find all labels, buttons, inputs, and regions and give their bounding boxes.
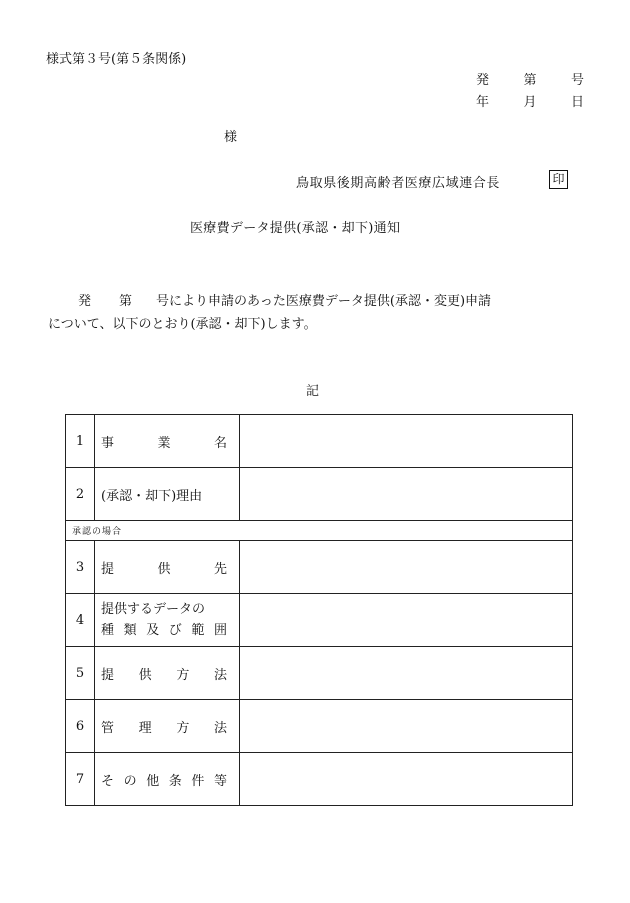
label-char: 件: [191, 773, 205, 789]
table-row-other-conditions: [66, 753, 573, 806]
label-char: 等: [213, 773, 227, 789]
label-char: 類: [123, 623, 137, 638]
ki-heading: 記: [306, 384, 320, 399]
issue-number: [476, 69, 584, 88]
reason-field[interactable]: [240, 468, 573, 521]
other-conditions-field[interactable]: [240, 753, 573, 806]
issue-date: [476, 91, 584, 110]
label-char: 方: [176, 667, 190, 683]
row-label: [95, 753, 240, 806]
table-row-provision-method: [66, 647, 573, 700]
row-number: 2: [66, 468, 95, 521]
label-char: 業: [157, 435, 171, 451]
label-char: 先: [213, 561, 227, 577]
table-row-reason: [66, 468, 573, 521]
label-char: 供: [157, 561, 171, 577]
details-table: [65, 414, 573, 806]
row-number: 3: [66, 541, 95, 594]
issue-date-day: 日: [570, 95, 584, 110]
row-label: [95, 541, 240, 594]
label-char: 条: [168, 773, 182, 789]
table-row-management-method: [66, 700, 573, 753]
table-row-data-scope: [66, 594, 573, 647]
label-char: 理: [138, 720, 152, 736]
label-char: 他: [146, 773, 160, 789]
label-char: 方: [176, 720, 190, 736]
label-line-2: [101, 620, 227, 641]
issue-number-dai: 第: [523, 73, 537, 88]
row-label: [95, 647, 240, 700]
row-number: 5: [66, 647, 95, 700]
issue-date-month: 月: [523, 95, 537, 110]
row-number: 4: [66, 594, 95, 647]
table-row-project-name: [66, 415, 573, 468]
seal-stamp: 印: [549, 170, 568, 189]
row-number: 6: [66, 700, 95, 753]
row-label: [95, 700, 240, 753]
label-char: 法: [213, 667, 227, 683]
management-method-field[interactable]: [240, 700, 573, 753]
row-number: 7: [66, 753, 95, 806]
label-char: 提: [101, 561, 115, 577]
label-char: そ: [101, 773, 115, 789]
label-char: の: [123, 773, 137, 789]
row-label: [95, 415, 240, 468]
table-row-recipient: [66, 541, 573, 594]
label-char: 事: [101, 435, 115, 451]
document-title: 医療費データ提供(承認・却下)通知: [190, 221, 401, 236]
data-scope-field[interactable]: [240, 594, 573, 647]
label-char: 管: [101, 720, 115, 736]
label-char: 名: [213, 435, 227, 451]
label-char: 及: [146, 623, 160, 638]
issue-number-hatsu: 発: [476, 73, 490, 88]
provision-method-field[interactable]: [240, 647, 573, 700]
label-char: 法: [213, 720, 227, 736]
recipient-field[interactable]: [240, 541, 573, 594]
issuer-name: 鳥取県後期高齢者医療広域連合長: [296, 176, 501, 191]
issue-date-year: 年: [476, 95, 490, 110]
body-line-2: について、以下のとおり(承認・却下)します。: [48, 317, 317, 332]
table-subheader-row: [66, 521, 573, 541]
approval-case-subheader: 承認の場合: [66, 521, 573, 541]
issue-number-go: 号: [570, 73, 584, 88]
label-char: 提: [101, 667, 115, 683]
project-name-field[interactable]: [240, 415, 573, 468]
body-text: 号により申請のあった医療費データ提供(承認・変更)申請: [156, 294, 492, 309]
recipient-suffix: 様: [224, 130, 238, 145]
form-number: 様式第３号(第５条関係): [46, 52, 187, 67]
label-char: 範: [191, 623, 205, 638]
label-char: 囲: [213, 623, 227, 638]
row-label: (承認・却下)理由: [95, 468, 240, 521]
label-char: 種: [101, 623, 115, 638]
label-char: 供: [138, 667, 152, 683]
label-char: び: [168, 623, 182, 638]
body-hatsu: 発: [78, 294, 92, 309]
row-number: 1: [66, 415, 95, 468]
row-label: [95, 594, 240, 647]
body-line-1: [78, 290, 491, 309]
label-line-1: 提供するデータの: [101, 602, 206, 617]
body-dai: 第: [119, 294, 133, 309]
